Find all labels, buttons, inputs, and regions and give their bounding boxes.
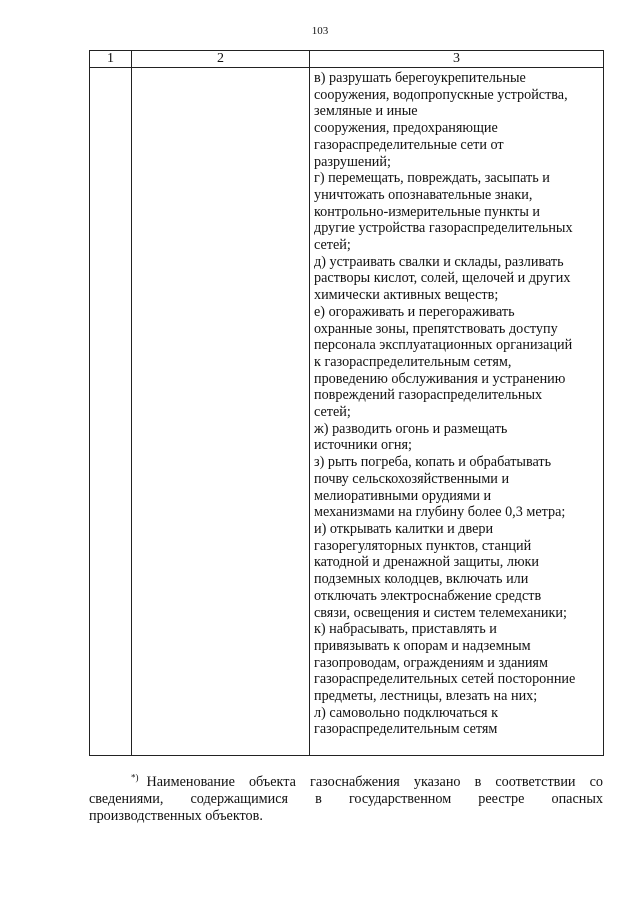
text-line: отключать электроснабжение средств [314,587,542,604]
text-line: з) рыть погреба, копать и обрабатывать [314,454,552,471]
text-line: газораспределительные сети от [314,136,504,153]
text-line: растворы кислот, солей, щелочей и других [314,270,571,287]
page-number: 103 [311,25,329,37]
text-line: мелиоративными орудиями и [314,487,492,504]
text-line: е) огораживать и перегораживать [314,303,515,320]
text-line: газопроводам, ограждениям и зданиям [314,654,548,671]
text-line: сооружения, водопропускные устройства, [314,86,568,103]
text-line: уничтожать опознавательные знаки, [314,186,533,203]
text-line: почву сельскохозяйственными и [314,470,510,487]
text-line: проведению обслуживания и устранению [314,370,566,387]
text-line: к) набрасывать, приставлять и [314,621,497,638]
text-line: к газораспределительным сетям, [314,353,512,370]
text-line: сооружения, предохраняющие [314,120,498,137]
table-row [90,68,604,756]
text-line: химически активных веществ; [314,287,499,304]
text-line: газораспределительных сетей посторонние [314,671,576,688]
text-line: сетей; [314,404,351,421]
footnote-marker: *) [131,772,139,783]
footnote-line-1 [89,774,603,791]
text-line: другие устройства газораспределительных [314,220,573,237]
column-header-1: 1 [90,51,132,68]
text-line: сетей; [314,237,351,254]
text-line: г) перемещать, повреждать, засыпать и [314,170,550,187]
text-line: механизмами на глубину более 0,3 метра; [314,504,566,521]
column-header-3: 3 [310,51,604,68]
text-line: разрушений; [314,153,391,170]
text-line: персонала эксплуатационных организаций [314,337,573,354]
text-line: л) самовольно подключаться к [314,704,499,721]
text-line: контрольно-измерительные пункты и [314,203,541,220]
text-line: ж) разводить огонь и размещать [314,420,508,437]
footnote-text-1: Наименование объекта газоснабжения указано в соответствии со [146,774,603,790]
text-line: и) открывать калитки и двери [314,520,494,537]
text-line: катодной и дренажной защиты, люки [314,554,540,571]
footnote-line-3: производственных объектов. [89,808,263,824]
restrictions-text [310,68,603,755]
text-line: предметы, лестницы, влезать на них; [314,688,538,705]
text-line: связи, освещения и систем телемеханики; [314,604,567,621]
column-header-2: 2 [132,51,310,68]
table-cell-col1 [90,68,132,756]
text-line: охранные зоны, препятствовать доступу [314,320,558,337]
text-line: д) устраивать свалки и склады, разливать [314,253,564,270]
text-line: газораспределительным сетям [314,721,498,738]
text-line: источники огня; [314,437,412,454]
document-table [89,50,604,756]
text-line: повреждений газораспределительных [314,387,543,404]
text-line: земляные и иные [314,103,418,120]
text-line: привязывать к опорам и надземным [314,637,531,654]
text-line: в) разрушать берегоукрепительные [314,70,526,86]
table-header-row [90,51,604,68]
footnote-line-2: сведениями, содержащимися в государственном реестре опасных [89,791,603,807]
table-cell-col3 [310,68,604,756]
text-line: подземных колодцев, включать или [314,571,529,588]
text-line: газорегуляторных пунктов, станций [314,537,532,554]
table-cell-col2 [132,68,310,756]
footnote [89,774,603,825]
